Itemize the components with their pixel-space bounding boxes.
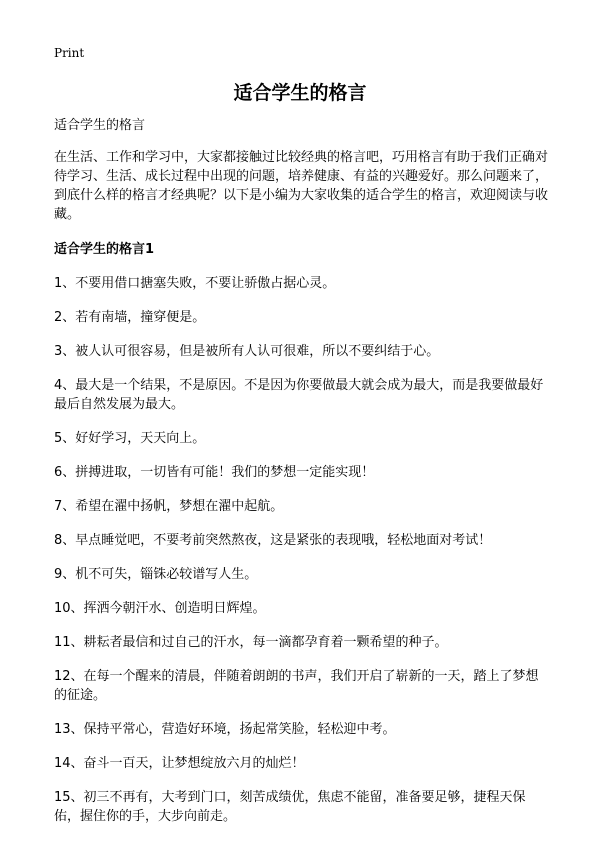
list-item: 8、早点睡觉吧，不要考前突然熬夜，这是紧张的表现哦，轻松地面对考试！ [54, 533, 492, 548]
list-item: 6、拼搏进取，一切皆有可能！我们的梦想一定能实现！ [54, 465, 375, 480]
print-label: Print [54, 46, 85, 60]
list-item: 1、不要用借口搪塞失败，不要让骄傲占据心灵。 [54, 276, 336, 291]
list-item: 4、最大是一个结果，不是原因。不是因为你要做最大就会成为最大，而是我要做最好最后自然发展为最大。 [54, 378, 544, 412]
article-body [54, 116, 548, 841]
list-item: 15、初三不再有，大考到门口，刻苦成绩优，焦虑不能留，准备要足够，捷程天保佑，握住你的手，大步向前走。 [54, 790, 526, 824]
list-item: 5、好好学习，天天向上。 [54, 431, 206, 446]
list-item: 7、希望在濯中扬帆，梦想在濯中起航。 [54, 499, 284, 514]
section-heading: 适合学生的格言1 [54, 242, 155, 257]
intro-paragraph: 在生活、工作和学习中，大家都接触过比较经典的格言吧，巧用格言有助于我们正确对待学习、生活、成长过程中出现的问题，培养健康、有益的兴趣爱好。那么问题来了，到底什么样的格言才经典呢？以下是小编为大家收集的适合学生的格言，欢迎阅读与收藏。 [54, 150, 549, 222]
list-item: 9、机不可失，锱铢必较谱写人生。 [54, 567, 258, 582]
list-item: 14、奋斗一百天，让梦想绽放六月的灿烂！ [54, 756, 305, 771]
list-item: 13、保持平常心，营造好环境，扬起常笑脸，轻松迎中考。 [54, 722, 396, 737]
list-item: 3、被人认可很容易，但是被所有人认可很难，所以不要纠结于心。 [54, 344, 440, 359]
list-item: 10、挥洒今朝汗水、创造明日辉煌。 [54, 601, 266, 616]
list-item: 2、若有南墙，撞穿便是。 [54, 310, 206, 325]
page-title: 适合学生的格言 [233, 82, 367, 104]
article-subtitle: 适合学生的格言 [54, 118, 146, 133]
list-item: 12、在每一个醒来的清晨，伴随着朗朗的书声，我们开启了崭新的一天，踏上了梦想的征途。 [54, 669, 539, 703]
list-item: 11、耕耘者最信和过自己的汗水，每一滴都孕育着一颗希望的种子。 [54, 635, 448, 650]
